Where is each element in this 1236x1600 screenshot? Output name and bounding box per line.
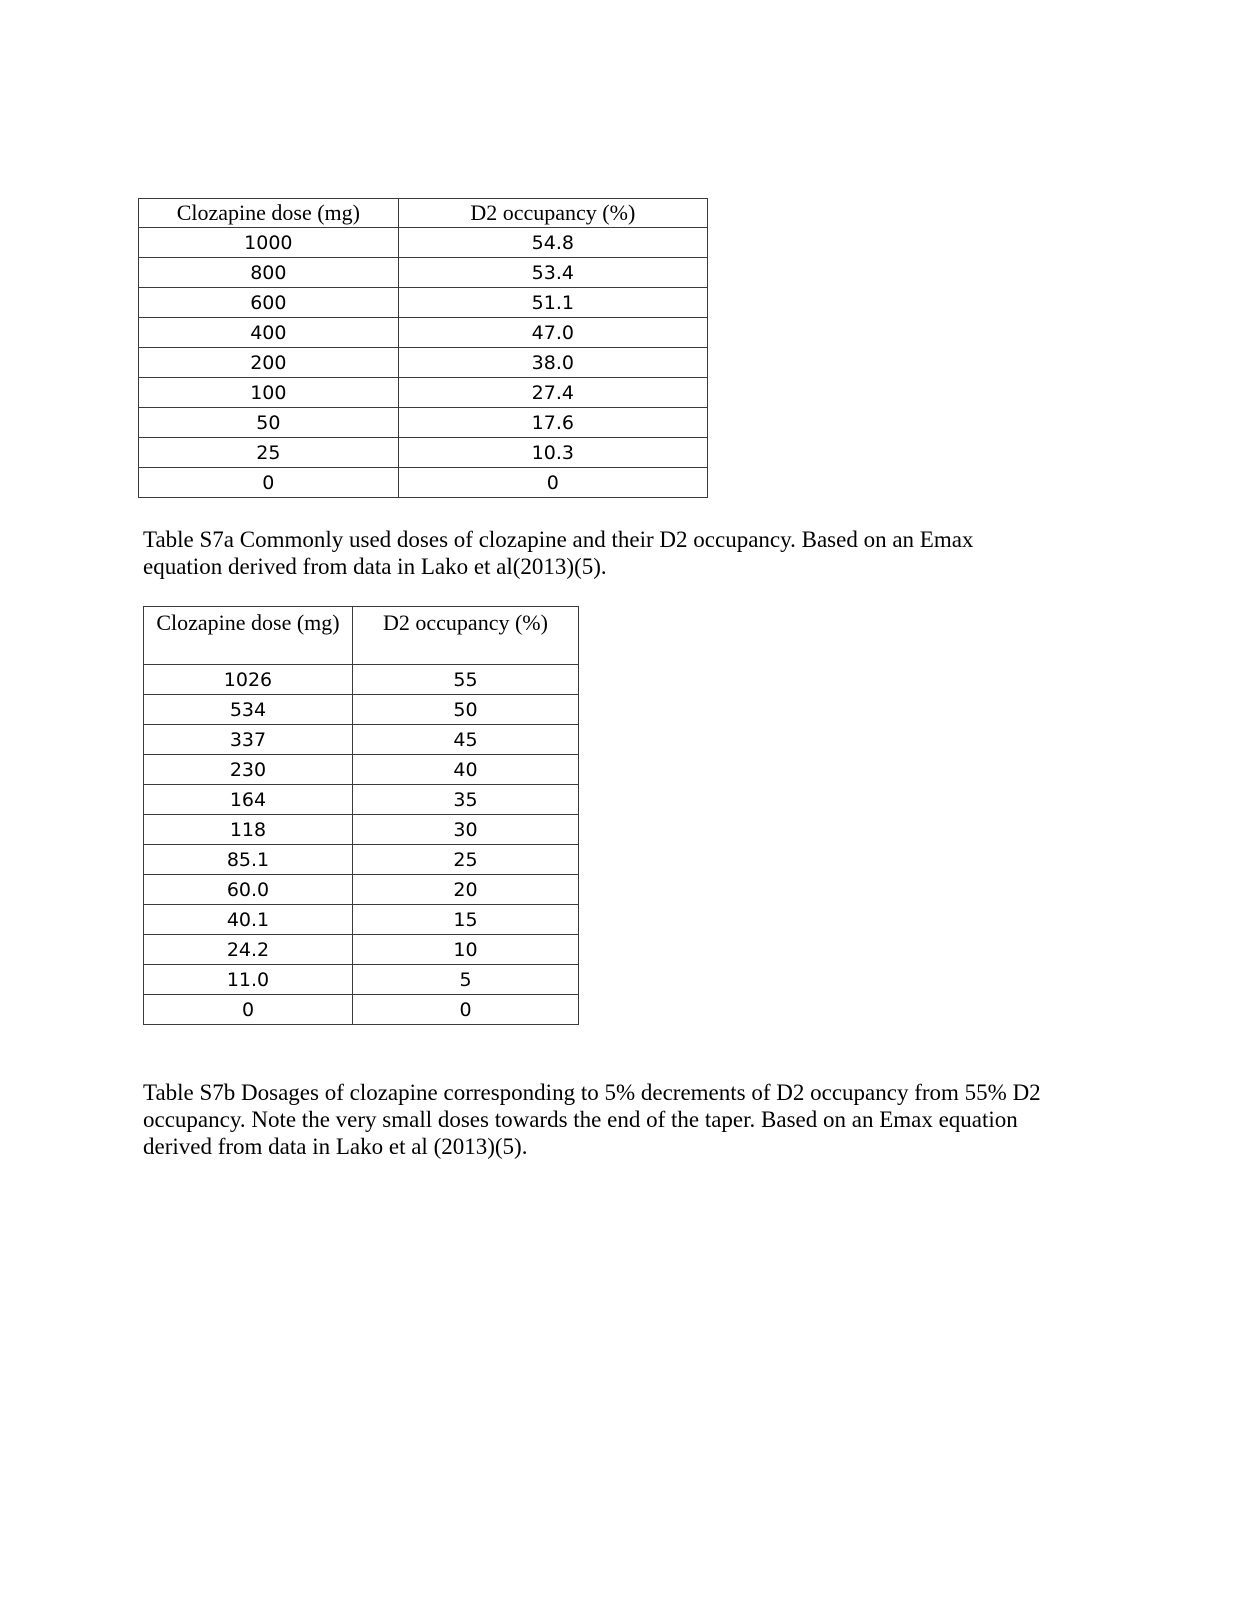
column-header-dose: Clozapine dose (mg) <box>144 607 353 665</box>
occupancy-cell: 38.0 <box>398 348 707 378</box>
table-row <box>144 695 579 725</box>
table-row <box>139 258 708 288</box>
table-row <box>139 438 708 468</box>
dose-cell: 164 <box>144 785 353 815</box>
dose-cell: 400 <box>139 318 399 348</box>
table-caption-s7b: Table S7b Dosages of clozapine corresponding to 5% decrements of D2 occupancy from 55% D2 occupancy. Note the very small doses towards the end of the taper. Based on an Emax equation derived from data in Lako et al (2013)(5). <box>143 1080 1041 1159</box>
table-row <box>144 845 579 875</box>
column-header-occupancy: D2 occupancy (%) <box>352 607 578 665</box>
dose-cell: 24.2 <box>144 935 353 965</box>
table-row <box>144 965 579 995</box>
occupancy-cell: 51.1 <box>398 288 707 318</box>
occupancy-cell: 27.4 <box>398 378 707 408</box>
occupancy-cell: 0 <box>352 995 578 1025</box>
dose-cell: 11.0 <box>144 965 353 995</box>
dose-cell: 800 <box>139 258 399 288</box>
table-row <box>144 905 579 935</box>
dose-cell: 1000 <box>139 228 399 258</box>
column-header-dose: Clozapine dose (mg) <box>139 199 399 228</box>
occupancy-cell: 25 <box>352 845 578 875</box>
table-row <box>139 468 708 498</box>
table-row <box>144 785 579 815</box>
occupancy-cell: 35 <box>352 785 578 815</box>
table-header-row <box>139 199 708 228</box>
occupancy-cell: 15 <box>352 905 578 935</box>
dose-cell: 337 <box>144 725 353 755</box>
dose-cell: 534 <box>144 695 353 725</box>
table-row <box>139 408 708 438</box>
occupancy-cell: 17.6 <box>398 408 707 438</box>
dose-cell: 0 <box>144 995 353 1025</box>
table-row <box>139 318 708 348</box>
occupancy-cell: 40 <box>352 755 578 785</box>
table-row <box>139 348 708 378</box>
dose-occupancy-table-b <box>143 606 579 1025</box>
dose-cell: 25 <box>139 438 399 468</box>
occupancy-cell: 20 <box>352 875 578 905</box>
table-row <box>139 288 708 318</box>
occupancy-cell: 5 <box>352 965 578 995</box>
occupancy-cell: 10 <box>352 935 578 965</box>
dose-cell: 40.1 <box>144 905 353 935</box>
dose-cell: 85.1 <box>144 845 353 875</box>
dose-occupancy-table-a <box>138 198 708 498</box>
table-row <box>144 875 579 905</box>
table-row <box>144 815 579 845</box>
table-caption-s7a: Table S7a Commonly used doses of clozapine and their D2 occupancy. Based on an Emax equation derived from data in Lako et al(2013)(5). <box>143 527 974 579</box>
table-row <box>144 935 579 965</box>
occupancy-cell: 54.8 <box>398 228 707 258</box>
occupancy-cell: 0 <box>398 468 707 498</box>
dose-cell: 118 <box>144 815 353 845</box>
dose-cell: 0 <box>139 468 399 498</box>
table-row <box>144 725 579 755</box>
occupancy-cell: 47.0 <box>398 318 707 348</box>
occupancy-cell: 45 <box>352 725 578 755</box>
table-row <box>144 755 579 785</box>
dose-cell: 100 <box>139 378 399 408</box>
occupancy-cell: 10.3 <box>398 438 707 468</box>
dose-cell: 1026 <box>144 665 353 695</box>
dose-cell: 600 <box>139 288 399 318</box>
table-row <box>144 665 579 695</box>
table-row <box>139 228 708 258</box>
dose-cell: 60.0 <box>144 875 353 905</box>
occupancy-cell: 50 <box>352 695 578 725</box>
table-header-row <box>144 607 579 665</box>
dose-cell: 50 <box>139 408 399 438</box>
dose-cell: 230 <box>144 755 353 785</box>
occupancy-cell: 30 <box>352 815 578 845</box>
column-header-occupancy: D2 occupancy (%) <box>398 199 707 228</box>
occupancy-cell: 55 <box>352 665 578 695</box>
dose-cell: 200 <box>139 348 399 378</box>
occupancy-cell: 53.4 <box>398 258 707 288</box>
table-row <box>144 995 579 1025</box>
table-row <box>139 378 708 408</box>
